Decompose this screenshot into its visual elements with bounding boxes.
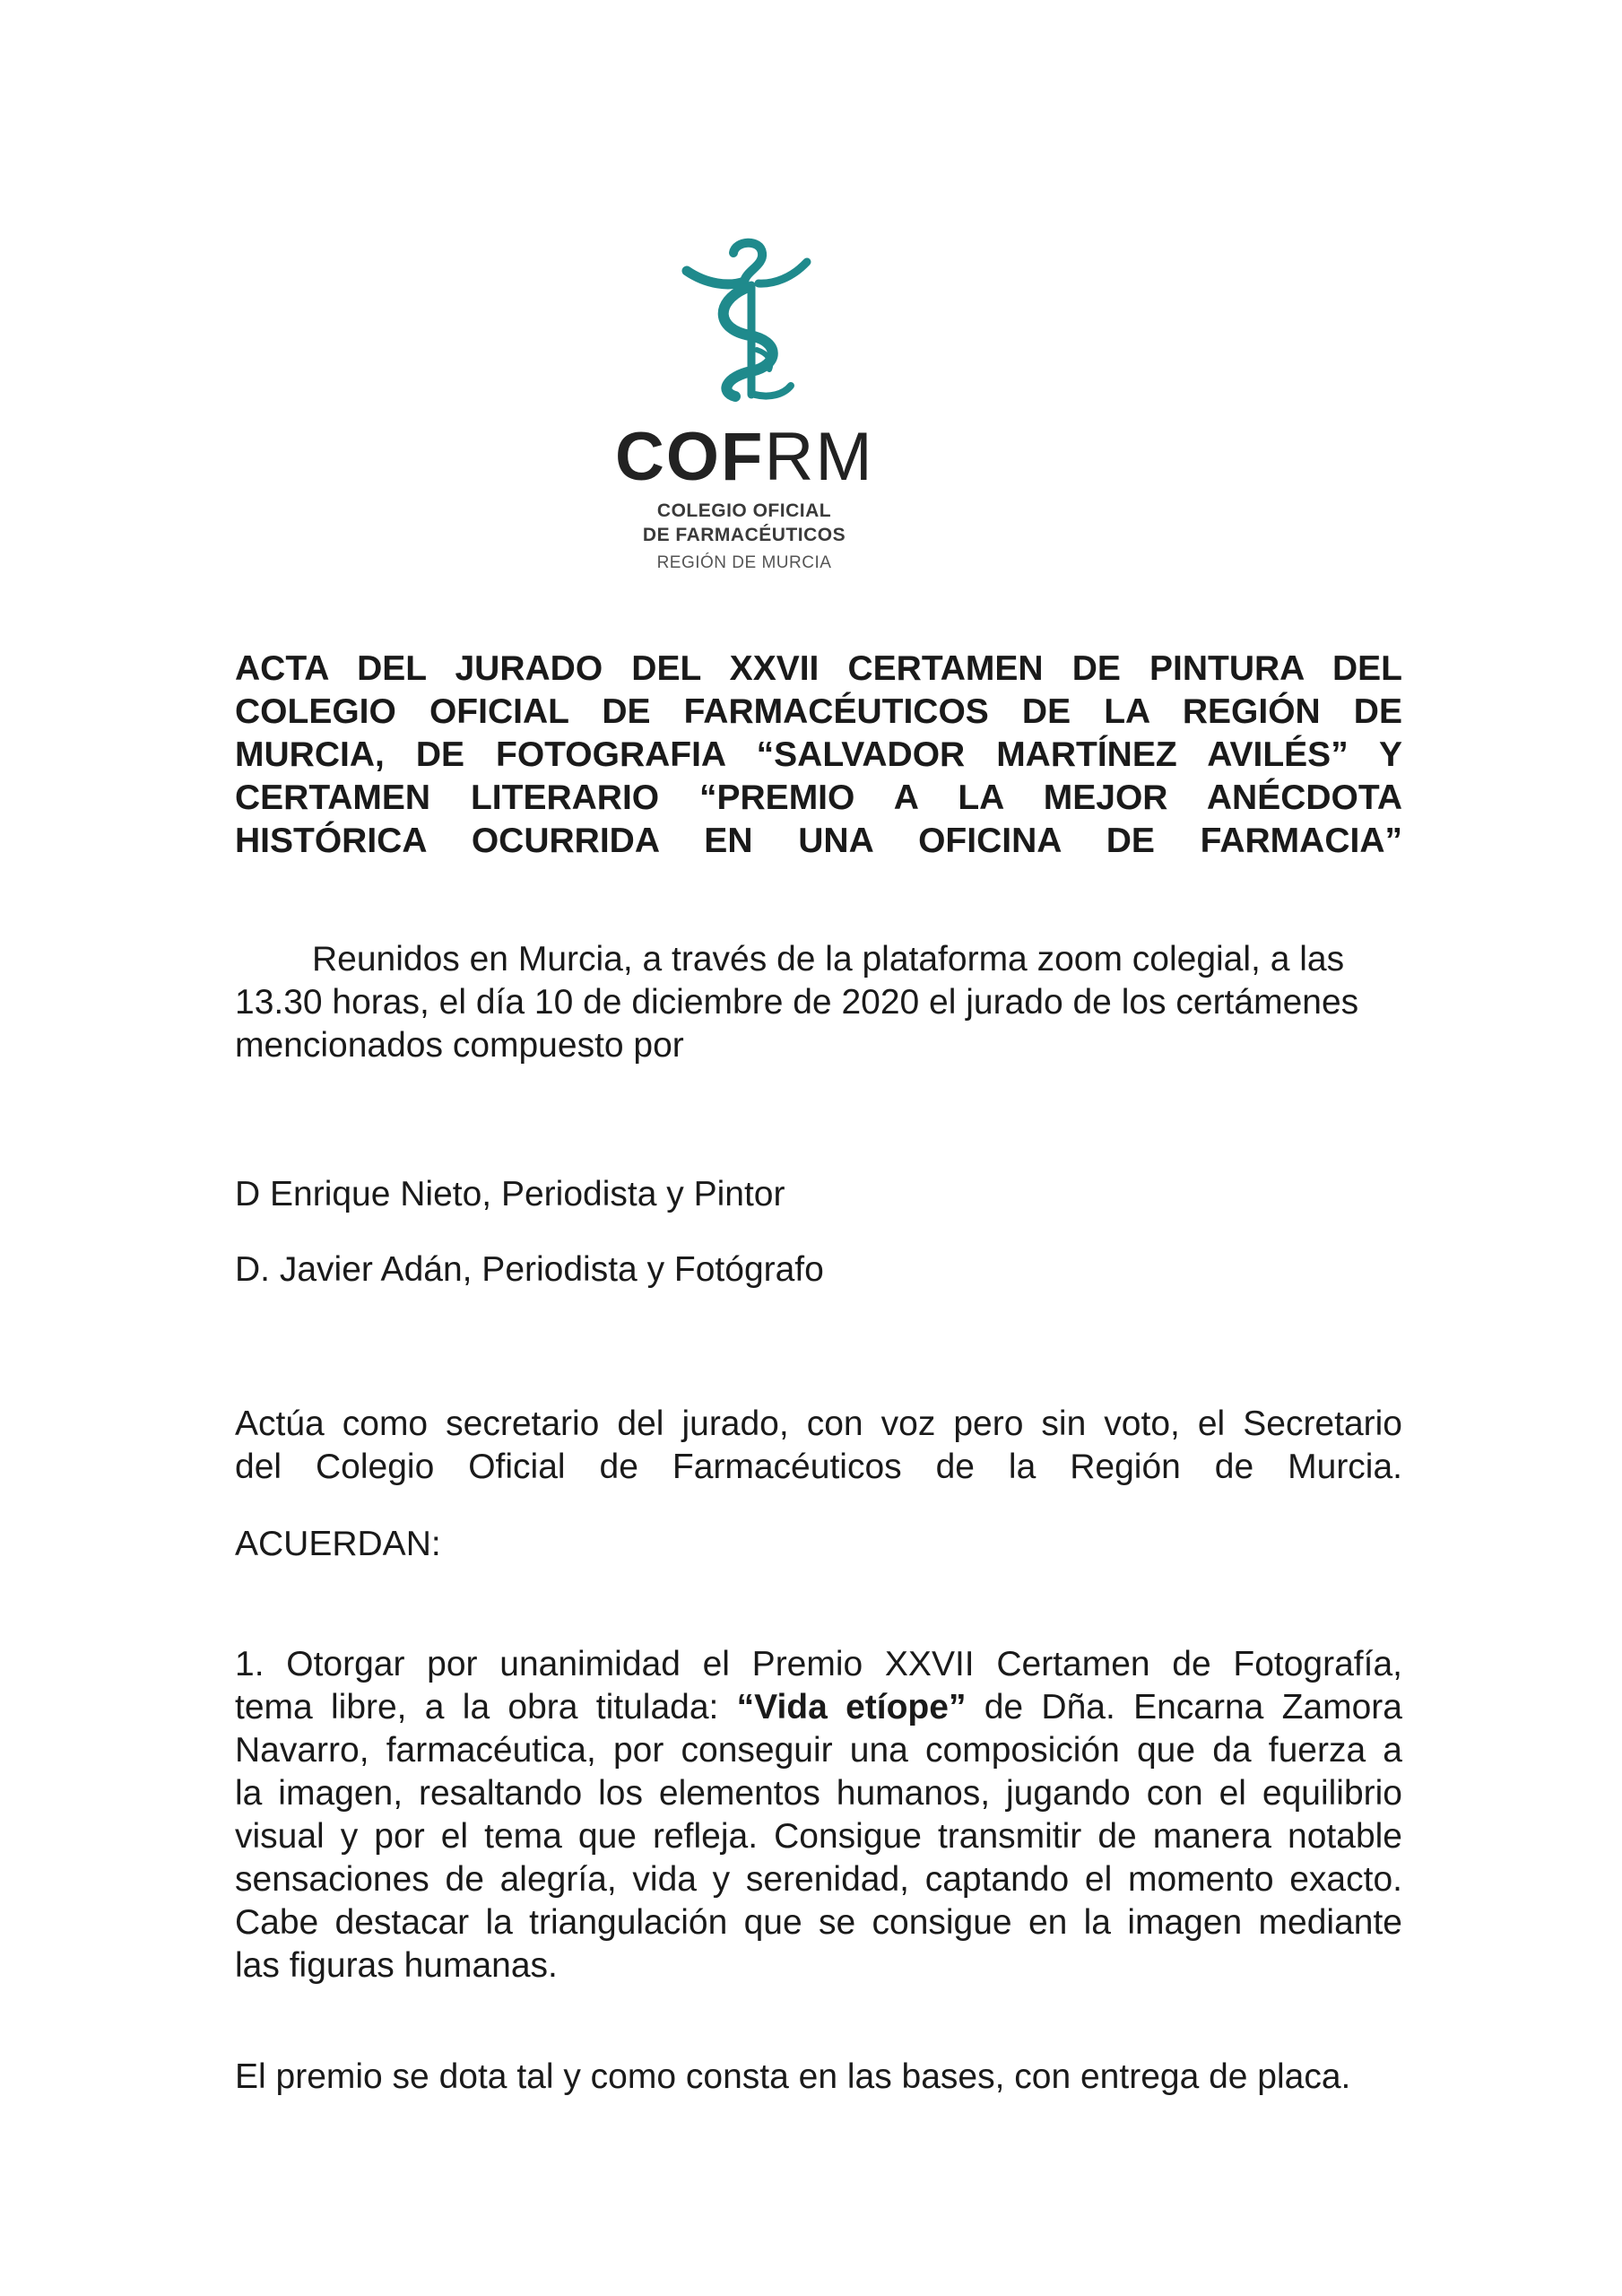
artwork-title: “Vida etíope” xyxy=(736,1688,967,1726)
title-line-2: COLEGIO OFICIAL DE FARMACÉUTICOS DE LA REGIÓN DE xyxy=(235,692,1402,731)
resolution-line-6: sensaciones de alegría, vida y serenidad, captando el momento exacto. xyxy=(235,1860,1402,1899)
jury-member-1: D Enrique Nieto, Periodista y Pintor xyxy=(235,1175,785,1213)
logo-line-2: DE FARMACÉUTICOS xyxy=(642,525,846,545)
secretary-line-1: Actúa como secretario del jurado, con voz pero sin voto, el Secretario xyxy=(235,1405,1402,1443)
intro-paragraph: Reunidos en Murcia, a través de la plataforma zoom colegial, a las 13.30 horas, el día 10 de diciembre de 2020 el jurado de los certámenes mencionados compuesto por xyxy=(235,940,1359,1065)
logo-word-light: RM xyxy=(764,419,874,495)
resolution-line-3: Navarro, farmacéutica, por conseguir una composición que da fuerza a xyxy=(235,1731,1402,1770)
jury-member-2: D. Javier Adán, Periodista y Fotógrafo xyxy=(235,1250,824,1289)
resolution-line-2-post: de Dña. Encarna Zamora xyxy=(966,1688,1402,1726)
cofrm-logo xyxy=(574,235,915,585)
secretary-line-2: del Colegio Oficial de Farmacéuticos de la Región de Murcia. xyxy=(235,1448,1402,1486)
secretary-paragraph xyxy=(235,1403,1402,1489)
resolution-line-8: las figuras humanas. xyxy=(235,1946,558,1985)
resolution-paragraph xyxy=(235,1643,1402,1987)
resolution-line-7: Cabe destacar la triangulación que se consigue en la imagen mediante xyxy=(235,1903,1402,1942)
logo-line-3: REGIÓN DE MURCIA xyxy=(656,553,832,572)
document-title xyxy=(235,648,1402,863)
logo-wordmark xyxy=(615,419,884,495)
resolution-line-2-pre: tema libre, a la obra titulada: xyxy=(235,1688,737,1726)
resolution-line-5: visual y por el tema que refleja. Consigue transmitir de manera notable xyxy=(235,1817,1402,1856)
title-line-1: ACTA DEL JURADO DEL XXVII CERTAMEN DE PINTURA DEL xyxy=(235,649,1402,688)
resolution-line-1: 1. Otorgar por unanimidad el Premio XXVII Certamen de Fotografía, xyxy=(235,1645,1402,1683)
resolution-line-4: la imagen, resaltando los elementos humanos, jugando con el equilibrio xyxy=(235,1774,1402,1813)
resolution-line-2 xyxy=(235,1686,1402,1729)
prize-paragraph: El premio se dota tal y como consta en las bases, con entrega de placa. xyxy=(235,2057,1351,2096)
title-line-3: MURCIA, DE FOTOGRAFIA “SALVADOR MARTÍNEZ AVILÉS” Y xyxy=(235,735,1402,774)
title-line-5: HISTÓRICA OCURRIDA EN UNA OFICINA DE FARMACIA” xyxy=(235,822,1402,860)
title-line-4: CERTAMEN LITERARIO “PREMIO A LA MEJOR ANÉCDOTA xyxy=(235,778,1402,817)
acuerdan-heading: ACUERDAN: xyxy=(235,1525,441,1563)
logo-line-1: COLEGIO OFICIAL xyxy=(656,500,832,521)
caduceus-serpent-icon xyxy=(680,235,814,405)
logo-word-bold: COF xyxy=(615,419,765,495)
